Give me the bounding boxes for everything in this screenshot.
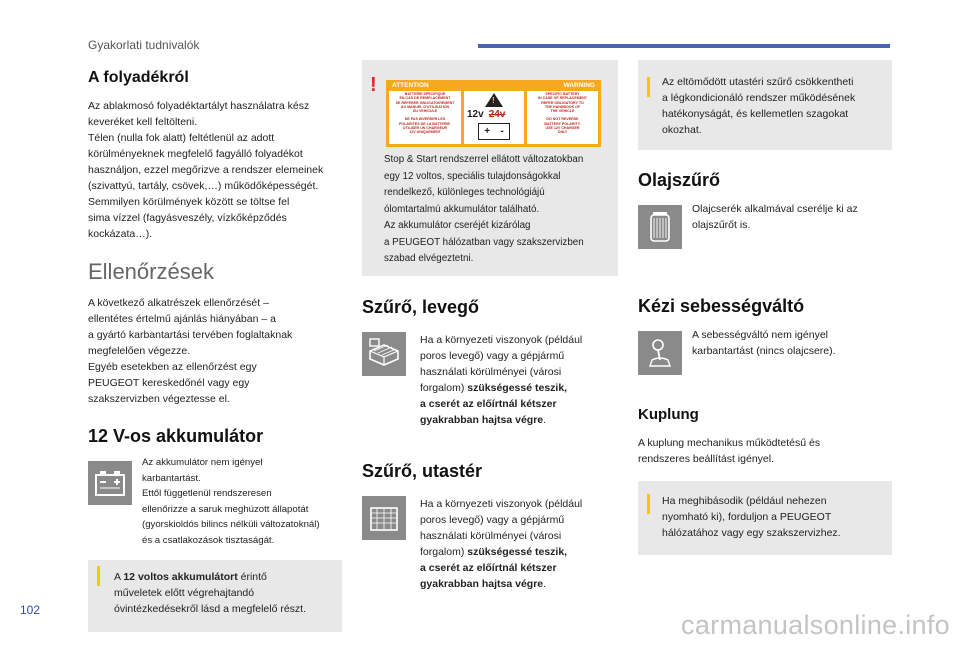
fluid-title: A folyadékról	[88, 69, 189, 86]
clutch-text: A kuplung mechanikus működtetésű és rendszeres beállítást igényel.	[638, 437, 821, 465]
cabin-filter-icon	[362, 496, 406, 540]
cabin-info-box	[638, 60, 892, 150]
info-icon	[647, 494, 650, 514]
section-header: Gyakorlati tudnivalók	[88, 38, 200, 52]
oil-filter-text: Olajcserék alkalmával cserélje ki az olajszűrőt is.	[692, 203, 858, 231]
clutch-title: Kuplung	[638, 406, 699, 423]
cabin-filter-text	[420, 496, 612, 592]
info-icon	[97, 566, 100, 586]
info-icon	[647, 77, 650, 97]
gearbox-title: Kézi sebességváltó	[638, 296, 805, 316]
label-minus: -	[500, 126, 504, 137]
battery-label-image: ATTENTION WARNING BATTERIE SPECIFIQUE EN CAS DE REMPLACEMENT SE REFERER OBLIGATOIREMENT AU MANUEL D'UTILISATION DU VEHICULE NE PAS INVERSER LES POLARITES DE LA BATTERIE. UTILISER UN CHARGEUR 12V UNIQUEMENT ! 12v 24v + - SPECIFIC BATTERY IN CASE OF REPLACEMENT REFER OBLIGATORY TO THE HANDBOOK OF THE VEHICLE DO NOT REVERSE BATTERY POLARITY. USE 12V CHARGER ONLY	[386, 80, 601, 147]
battery-note-post: érintő műveletek előtt végrehajtandó óvintézkedésekről lásd a megfelelő részt.	[114, 571, 307, 615]
cabin-filter-text-plain: Ha a környezeti viszonyok (például poros levegő) vagy a gépjármű használati körülményei (városi forgalom)	[420, 498, 583, 558]
battery-polarity-icon	[478, 123, 510, 140]
air-filter-text-end: .	[543, 414, 547, 426]
air-filter-title: Szűrő, levegő	[362, 297, 480, 317]
checks-text: A következő alkatrészek ellenőrzését – ellentétes értelmű ajánlás hiányában – a a gyártó karbantartási tervében foglaltaknak megfelelően végezze. Egyéb esetekben az ellenőrzést egy PEUGEOT kereskedőnél vagy egy szakszervizben végeztesse el.	[88, 297, 293, 405]
battery-icon	[88, 461, 132, 505]
header-accent-bar	[478, 44, 890, 48]
label-attention: ATTENTION	[392, 82, 429, 89]
label-volt-ok: 12v	[467, 109, 484, 120]
air-filter-text-bold: szükségessé teszik, a cserét az előírtnál kétszer gyakrabban hajtsa végre	[420, 382, 568, 426]
label-plus: +	[484, 126, 491, 137]
battery-title: 12 V-os akkumulátor	[88, 426, 264, 446]
clutch-info-box	[638, 481, 892, 555]
battery-note-bold: 12 voltos akkumulátort	[123, 571, 238, 583]
watermark: carmanualsonline.info	[681, 610, 950, 640]
battery-row	[88, 457, 342, 548]
stopstart-warning-box	[362, 60, 618, 276]
label-warning: WARNING	[563, 82, 595, 89]
checks-title: Ellenőrzések	[88, 259, 214, 284]
fluid-text: Az ablakmosó folyadéktartályt használatra kész keveréket kell feltölteni. Télen (nulla fok alatt) feltétlenül az adott körülményeknek megfelelő fagyálló folyadékot használjon, ezzel megőrizve a rendszer elemeinek (szivattyú, tartály, csövek,…) működőképességét. Semmilyen körülmények között se töltse fel sima vízzel (fagyásveszély, vízkőképződés kockázata…).	[88, 100, 324, 240]
label-left-bottom: NE PAS INVERSER LES POLARITES DE LA BATTERIE. UTILISER UN CHARGEUR 12V UNIQUEMENT	[399, 117, 451, 135]
label-right-bottom: DO NOT REVERSE BATTERY POLARITY. USE 12V CHARGER ONLY	[544, 117, 581, 135]
label-right-top: SPECIFIC BATTERY IN CASE OF REPLACEMENT REFER OBLIGATORY TO THE HANDBOOK OF THE VEHICLE	[538, 92, 587, 114]
gearbox-text: A sebességváltó nem igényel karbantartást (nincs olajcsere).	[692, 329, 836, 357]
clutch-note-text: Ha meghibásodik (például nehezen nyomható ki), forduljon a PEUGEOT hálózatához vagy egy szakszervizhez.	[662, 495, 841, 539]
cabin-filter-text-bold: szükségessé teszik, a cserét az előírtnál kétszer gyakrabban hajtsa végre	[420, 546, 568, 590]
column-left	[88, 60, 342, 632]
air-filter-row	[362, 332, 618, 428]
gearbox-row	[638, 331, 892, 375]
cabin-filter-row	[362, 496, 618, 592]
cabin-filter-text-end: .	[543, 578, 547, 590]
oil-filter-row	[638, 205, 892, 249]
oil-filter-icon	[638, 205, 682, 249]
column-right	[638, 60, 892, 555]
page-number: 102	[20, 603, 41, 617]
cabin-note-text: Az eltömődött utastéri szűrő csökkentheti a légkondicionáló rendszer működésének hatékonyságát, és kellemetlen szagokat okozhat.	[662, 76, 856, 136]
battery-info-box	[88, 560, 342, 632]
cabin-filter-title: Szűrő, utastér	[362, 461, 483, 481]
warning-icon: !	[370, 74, 377, 96]
label-left-top: BATTERIE SPECIFIQUE EN CAS DE REMPLACEMENT SE REFERER OBLIGATOIREMENT AU MANUEL D'UTILISATION DU VEHICULE	[395, 92, 455, 114]
air-filter-text-plain: Ha a környezeti viszonyok (például poros levegő) vagy a gépjármű használati körülményei (városi forgalom)	[420, 334, 583, 394]
air-filter-icon	[362, 332, 406, 376]
battery-note-pre: A	[114, 571, 124, 583]
stopstart-text: Stop & Start rendszerrel ellátott változatokban egy 12 voltos, speciális tulajdonságokkal rendelkező, különleges technológiájú ólomtartalmú akkumulátor található. Az akkumulátor cseréjét kizárólag a PEUGEOT hálózatban vagy szakszervizben szabad elvégeztetni.	[384, 154, 584, 264]
column-middle	[362, 60, 618, 592]
label-volt-bad: 24v	[488, 109, 506, 120]
battery-text: Az akkumulátor nem igényel karbantartást. Ettől függetlenül rendszeresen ellenőrizze a saruk meghúzott állapotát (gyorskioldós bilincs nélküli változatoknál) és a csatlakozások tisztaságát.	[142, 457, 320, 546]
battery-note	[114, 569, 332, 617]
oil-filter-title: Olajszűrő	[638, 170, 721, 190]
air-filter-text	[420, 332, 612, 428]
gearbox-icon	[638, 331, 682, 375]
